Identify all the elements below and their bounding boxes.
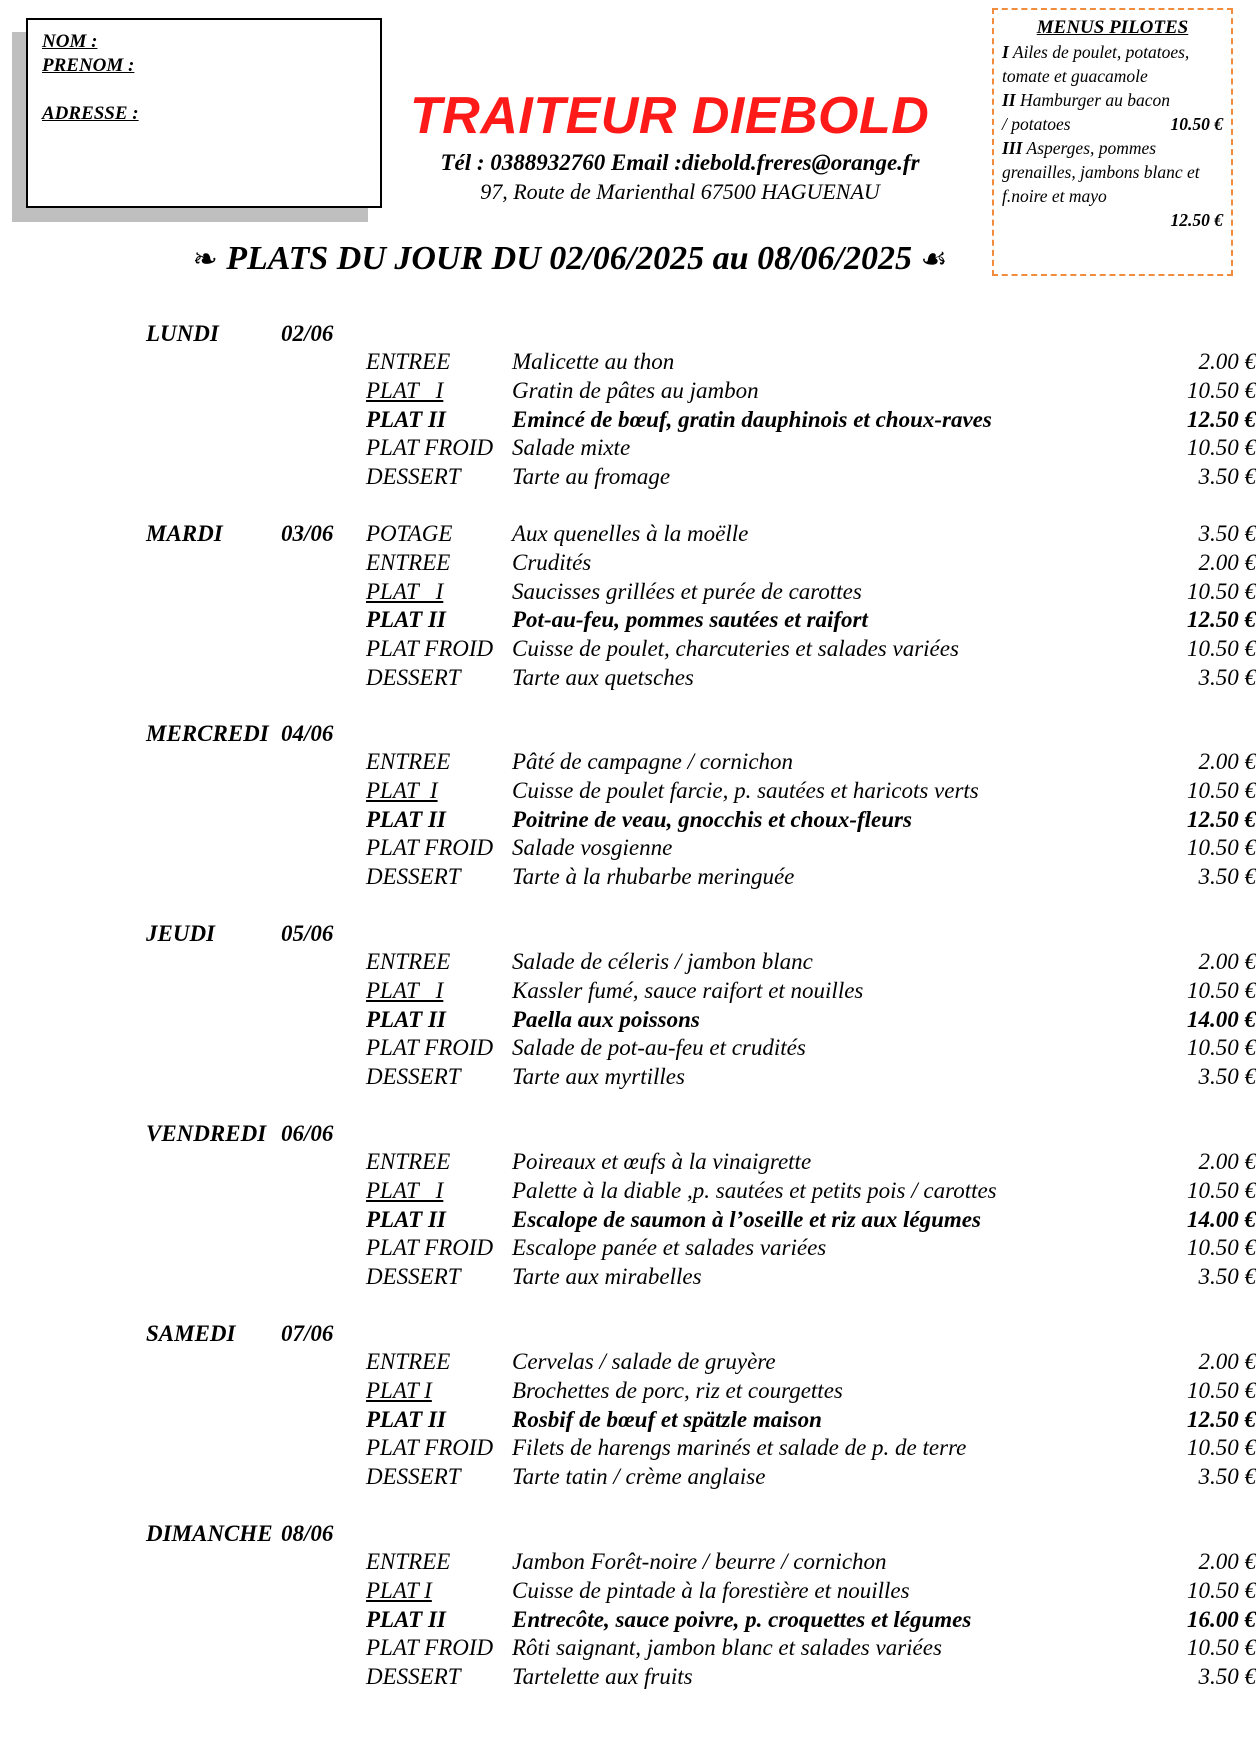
menu-item-category: ENTREE [366,1349,451,1374]
menu-item-row [366,1177,1256,1205]
day-date: 08/06 [281,1521,334,1546]
menu-item-description: Poitrine de veau, gnocchis et choux-fleurs [512,806,912,832]
day-header [146,1320,1116,1348]
day-date: 05/06 [281,921,334,946]
menu-item-price: 10.50 € [1187,435,1256,461]
menu-item-category: PLAT I [366,1177,444,1203]
menu-item-description: Poireaux et œufs à la vinaigrette [512,1149,812,1174]
menu-item-category: PLAT II [366,1006,446,1032]
menu-item-price: 10.50 € [1187,377,1256,403]
menu-pilote-2-number: II [1002,90,1016,110]
menu-item-description: Paella aux poissons [512,1006,700,1032]
menu-item-category: PLAT I [366,977,444,1003]
menu-item-row [366,1463,1256,1491]
menu-item-price: 2.00 € [1198,349,1256,374]
menu-item-category: PLAT I [366,777,438,803]
menu-item-price: 3.50 € [1198,864,1256,890]
day-name: MARDI [146,521,223,546]
menu-item-category: ENTREE [366,749,451,774]
left-flourish-icon: ❧ [192,242,218,277]
menus-pilotes-title: MENUS PILOTES [1036,17,1189,38]
menu-item-row [366,1663,1256,1691]
menu-item-price: 16.00 € [1187,1606,1256,1632]
menu-item-description: Saucisses grillées et purée de carottes [512,578,862,604]
menu-item-category: ENTREE [366,349,451,374]
menu-item-row [366,777,1256,805]
menu-item-price: 3.50 € [1198,464,1256,490]
menu-item-description: Jambon Forêt-noire / beurre / cornichon [512,1549,887,1574]
menu-item-price: 10.50 € [1187,578,1256,604]
menu-item-row [366,606,1256,634]
menu-item-price: 12.50 € [1187,806,1256,832]
menu-item-row [366,377,1256,405]
day-section [146,1520,1256,1690]
menu-item-description: Aux quenelles à la moëlle [512,521,749,546]
menu-item-row [366,948,1256,976]
menu-item-row [366,1634,1256,1662]
menu-item-category: PLAT I [366,377,444,403]
menu-item-description: Tarte aux myrtilles [512,1064,685,1090]
menu-item-price: 10.50 € [1187,1235,1256,1261]
day-header [146,1120,1116,1148]
menu-item-price: 10.50 € [1187,777,1256,803]
menu-item-category: POTAGE [366,521,453,546]
menu-item-description: Palette à la diable ,p. sautées et petits pois / carottes [512,1177,997,1203]
menu-item-row [366,1348,1256,1376]
menu-item-row [366,1377,1256,1405]
menu-item-category: PLAT FROID [366,1435,494,1461]
menu-pilote-1 [1002,40,1223,88]
menu-item-price: 3.50 € [1198,1464,1256,1490]
brand-logo-text: TRAITEUR DIEBOLD [410,87,930,145]
menu-item-description: Salade mixte [512,435,631,461]
menu-item-description: Brochettes de porc, riz et courgettes [512,1377,843,1403]
menu-item-description: Pâté de campagne / cornichon [512,749,794,774]
menu-item-price: 3.50 € [1198,1664,1256,1690]
menu-item-price: 3.50 € [1198,1064,1256,1090]
menu-item-price: 10.50 € [1187,1035,1256,1061]
menu-item-description: Escalope de saumon à l’oseille et riz aux légumes [512,1206,981,1232]
menu-item-description: Crudités [512,549,592,575]
menu-item-price: 3.50 € [1198,1264,1256,1290]
day-header [146,920,1116,948]
menu-item-category: PLAT II [366,1406,446,1432]
menu-item-price: 3.50 € [1198,665,1256,690]
menu-item-row [366,1206,1256,1234]
menu-pilote-3-text: Asperges, pommes grenailles, jambons blanc et f.noire et mayo [1002,138,1200,206]
menu-item-price: 14.00 € [1187,1206,1256,1232]
menu-item-row [366,463,1256,491]
menu-item-category: PLAT FROID [366,435,494,461]
menu-item-price: 10.50 € [1187,835,1256,861]
menu-pilote-3-price: 12.50 € [1170,210,1223,230]
nom-label: NOM : [42,31,98,52]
menu-pilote-1-text: Ailes de poulet, potatoes, tomate et guacamole [1002,42,1190,86]
menu-item-row [366,1406,1256,1434]
prenom-label: PRENOM : [42,55,135,76]
menu-pilote-1-number: I [1002,42,1009,62]
menu-item-category: PLAT FROID [366,1035,494,1061]
menu-item-description: Cuisse de pintade à la forestière et nouilles [512,1577,910,1603]
menu-item-category: DESSERT [366,1664,461,1690]
day-date: 04/06 [281,721,334,746]
menu-item-price: 10.50 € [1187,1377,1256,1403]
menu-item-category: DESSERT [366,1464,461,1490]
day-name: LUNDI [146,321,219,346]
day-name: DIMANCHE [146,1521,273,1546]
menu-item-category: PLAT II [366,607,446,633]
menu-item-category: PLAT I [366,578,444,604]
menu-item-row [366,578,1256,606]
menu-item-price: 2.00 € [1198,949,1256,974]
menu-item-row [366,806,1256,834]
menu-item-row [366,664,1256,692]
menu-item-row [366,1577,1256,1605]
menu-item-description: Salade vosgienne [512,835,673,861]
right-flourish-icon: ☙ [920,242,948,277]
menu-item-price: 2.00 € [1198,549,1256,575]
menu-item-description: Cuisse de poulet farcie, p. sautées et haricots verts [512,777,979,803]
menu-item-row [366,434,1256,462]
menu-item-category: DESSERT [366,464,461,490]
menu-item-description: Salade de pot-au-feu et crudités [512,1035,806,1061]
menu-item-category: PLAT II [366,806,446,832]
menu-item-row [366,748,1256,776]
menu-item-description: Tarte au fromage [512,464,671,490]
menu-item-description: Entrecôte, sauce poivre, p. croquettes et légumes [512,1606,972,1632]
menu-item-description: Escalope panée et salades variées [512,1235,827,1261]
contact-line: Tél : 0388932760 Email :diebold.freres@orange.fr [440,150,920,175]
menu-item-price: 10.50 € [1187,977,1256,1003]
menu-item-row [366,1548,1256,1576]
menu-item-description: Tarte à la rhubarbe meringuée [512,864,795,890]
menu-item-row [366,1263,1256,1291]
menu-item-price: 10.50 € [1187,1177,1256,1203]
menu-pilote-2-price: 10.50 € [1170,114,1223,134]
day-section [146,520,1256,690]
day-date: 06/06 [281,1121,334,1146]
menu-item-row [366,1148,1256,1176]
menu-item-description: Filets de harengs marinés et salade de p. de terre [512,1435,967,1461]
menu-item-price: 12.50 € [1187,607,1256,633]
menu-item-description: Rôti saignant, jambon blanc et salades variées [512,1635,942,1661]
menu-item-category: ENTREE [366,549,451,575]
menu-item-row [366,1234,1256,1262]
menu-item-price: 2.00 € [1198,749,1256,774]
title-text: PLATS DU JOUR DU 02/06/2025 au 08/06/2025 [226,240,912,277]
menu-item-description: Rosbif de bœuf et spätzle maison [512,1406,822,1432]
menu-item-price: 14.00 € [1187,1006,1256,1032]
day-section [146,920,1256,1090]
menu-item-price: 3.50 € [1198,521,1256,546]
day-header [146,320,1116,348]
menu-pilote-2-line1: Hamburger au bacon [1020,90,1171,110]
menu-item-category: ENTREE [366,949,451,974]
menu-item-row [366,549,1256,577]
menu-item-category: DESSERT [366,665,461,690]
menu-item-price: 10.50 € [1187,1577,1256,1603]
day-name: JEUDI [146,921,216,946]
customer-address-box [26,18,382,208]
menu-item-description: Cuisse de poulet, charcuteries et salades variées [512,636,959,662]
menu-item-description: Emincé de bœuf, gratin dauphinois et choux-raves [512,406,992,432]
menu-item-row [366,348,1256,376]
menu-item-row [366,1034,1256,1062]
menu-item-row [366,635,1256,663]
menu-item-price: 2.00 € [1198,1349,1256,1374]
menu-item-category: ENTREE [366,1149,451,1174]
menu-item-description: Pot-au-feu, pommes sautées et raifort [512,607,868,633]
menu-item-row [366,863,1256,891]
menu-item-description: Salade de céleris / jambon blanc [512,949,813,974]
menu-item-description: Tarte tatin / crème anglaise [512,1464,766,1490]
menu-item-category: DESSERT [366,1264,461,1290]
day-section [146,320,1256,490]
day-name: VENDREDI [146,1121,267,1146]
menu-item-category: PLAT FROID [366,1635,494,1661]
day-section [146,1320,1256,1490]
menu-item-category: PLAT II [366,406,446,432]
menu-item-row [366,977,1256,1005]
menu-item-category: PLAT I [366,1577,432,1603]
day-date: 02/06 [281,321,334,346]
menu-item-category: PLAT I [366,1377,432,1403]
day-name: SAMEDI [146,1321,236,1346]
menu-pilote-2-line2: / potatoes [1002,114,1071,134]
menu-item-description: Kassler fumé, sauce raifort et nouilles [512,977,864,1003]
day-header [146,1520,1116,1548]
menu-item-category: PLAT FROID [366,835,494,861]
menu-item-price: 10.50 € [1187,1635,1256,1661]
menu-item-row [366,406,1256,434]
menu-item-price: 2.00 € [1198,1549,1256,1574]
day-name: MERCREDI [146,721,269,746]
menu-item-row [366,1063,1256,1091]
menu-pilote-2 [1002,88,1223,136]
menu-item-row [366,520,1256,548]
menu-item-price: 10.50 € [1187,636,1256,662]
menu-item-category: PLAT II [366,1206,446,1232]
menu-item-description: Cervelas / salade de gruyère [512,1349,776,1374]
business-address: 97, Route de Marienthal 67500 HAGUENAU [480,179,880,204]
menu-item-description: Gratin de pâtes au jambon [512,377,759,403]
day-date: 07/06 [281,1321,334,1346]
menus-pilotes-box [992,8,1233,276]
menu-item-description: Tartelette aux fruits [512,1664,693,1690]
page-title [140,238,1000,281]
menu-item-category: DESSERT [366,1064,461,1090]
menu-item-row [366,1006,1256,1034]
menu-item-row [366,1434,1256,1462]
menu-pilote-3 [1002,136,1223,232]
day-header [146,720,1116,748]
menu-item-row [366,834,1256,862]
day-section [146,1120,1256,1290]
day-section [146,720,1256,890]
menu-item-price: 12.50 € [1187,406,1256,432]
adresse-label: ADRESSE : [42,103,139,124]
day-date: 03/06 [281,521,334,546]
menu-item-price: 10.50 € [1187,1435,1256,1461]
menu-pilote-3-number: III [1002,138,1023,158]
menu-item-description: Tarte aux quetsches [512,665,694,690]
menu-item-category: ENTREE [366,1549,451,1574]
menu-item-category: PLAT II [366,1606,446,1632]
menu-item-price: 2.00 € [1198,1149,1256,1174]
menu-item-category: PLAT FROID [366,636,494,662]
menu-item-description: Malicette au thon [512,349,675,374]
menu-item-category: DESSERT [366,864,461,890]
menu-item-description: Tarte aux mirabelles [512,1264,702,1290]
menu-item-price: 12.50 € [1187,1406,1256,1432]
menu-item-row [366,1606,1256,1634]
menu-item-category: PLAT FROID [366,1235,494,1261]
